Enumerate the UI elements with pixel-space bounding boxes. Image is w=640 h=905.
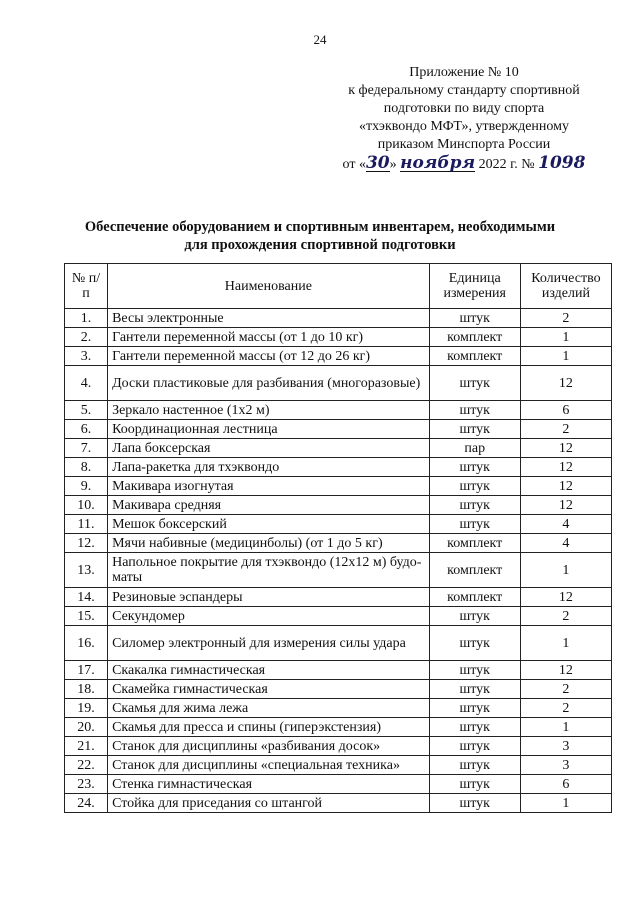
table-row [65, 496, 612, 515]
row-number-cell: 2. [65, 328, 108, 347]
table-row [65, 458, 612, 477]
row-number-cell: 23. [65, 775, 108, 794]
row-number-cell: 22. [65, 756, 108, 775]
table-row [65, 588, 612, 607]
row-number-cell: 8. [65, 458, 108, 477]
item-name-cell: Мешок боксерский [108, 515, 430, 534]
date-mid: » [389, 157, 397, 172]
row-number-cell: 3. [65, 347, 108, 366]
quantity-cell: 12 [520, 661, 611, 680]
unit-cell: комплект [429, 588, 520, 607]
quantity-cell: 1 [520, 626, 611, 661]
item-name-cell: Стенка гимнастическая [108, 775, 430, 794]
table-body [65, 309, 612, 813]
unit-cell: штук [429, 626, 520, 661]
item-name-cell: Гантели переменной массы (от 1 до 10 кг) [108, 328, 430, 347]
unit-cell: комплект [429, 328, 520, 347]
item-name-cell: Секундомер [108, 607, 430, 626]
row-number-cell: 10. [65, 496, 108, 515]
table-row [65, 553, 612, 588]
table-row [65, 699, 612, 718]
item-name-cell: Координационная лестница [108, 420, 430, 439]
unit-cell: штук [429, 420, 520, 439]
unit-cell: штук [429, 756, 520, 775]
item-name-cell: Стойка для приседания со штангой [108, 794, 430, 813]
header-num: № п/п [65, 264, 108, 309]
row-number-cell: 7. [65, 439, 108, 458]
table-row [65, 661, 612, 680]
quantity-cell: 12 [520, 458, 611, 477]
quantity-cell: 6 [520, 401, 611, 420]
table-row [65, 477, 612, 496]
row-number-cell: 9. [65, 477, 108, 496]
quantity-cell: 12 [520, 477, 611, 496]
unit-cell: штук [429, 794, 520, 813]
row-number-cell: 15. [65, 607, 108, 626]
quantity-cell: 2 [520, 420, 611, 439]
unit-cell: штук [429, 661, 520, 680]
item-name-cell: Скамья для жима лежа [108, 699, 430, 718]
row-number-cell: 11. [65, 515, 108, 534]
item-name-cell: Зеркало настенное (1х2 м) [108, 401, 430, 420]
unit-cell: штук [429, 515, 520, 534]
header-qty: Количество изделий [520, 264, 611, 309]
table-row [65, 756, 612, 775]
unit-cell: штук [429, 401, 520, 420]
table-row [65, 439, 612, 458]
item-name-cell: Силомер электронный для измерения силы удара [108, 626, 430, 661]
quantity-cell: 2 [520, 607, 611, 626]
quantity-cell: 1 [520, 718, 611, 737]
document-title [40, 218, 600, 254]
table-row [65, 366, 612, 401]
quantity-cell: 1 [520, 328, 611, 347]
unit-cell: комплект [429, 553, 520, 588]
row-number-cell: 4. [65, 366, 108, 401]
item-name-cell: Станок для дисциплины «специальная техника» [108, 756, 430, 775]
row-number-cell: 17. [65, 661, 108, 680]
table-row [65, 775, 612, 794]
item-name-cell: Лапа-ракетка для тхэквондо [108, 458, 430, 477]
item-name-cell: Макивара изогнутая [108, 477, 430, 496]
table-row [65, 515, 612, 534]
quantity-cell: 6 [520, 775, 611, 794]
unit-cell: штук [429, 309, 520, 328]
page-number: 24 [313, 32, 327, 47]
appendix-line-2: к федеральному стандарту спортивной [348, 83, 580, 98]
unit-cell: штук [429, 737, 520, 756]
unit-cell: штук [429, 477, 520, 496]
table-row [65, 347, 612, 366]
unit-cell: штук [429, 718, 520, 737]
order-number-handwritten: 1098 [538, 153, 586, 173]
quantity-cell: 2 [520, 699, 611, 718]
table-row [65, 328, 612, 347]
table-row [65, 680, 612, 699]
table-row [65, 718, 612, 737]
appendix-line-5: приказом Минспорта России [377, 137, 551, 152]
quantity-cell: 12 [520, 366, 611, 401]
unit-cell: штук [429, 366, 520, 401]
equipment-table [64, 263, 612, 813]
row-number-cell: 24. [65, 794, 108, 813]
table-row [65, 794, 612, 813]
table-row [65, 309, 612, 328]
table-row [65, 401, 612, 420]
item-name-cell: Напольное покрытие для тхэквондо (12х12 м) будо-маты [108, 553, 430, 588]
row-number-cell: 12. [65, 534, 108, 553]
table-row [65, 534, 612, 553]
item-name-cell: Доски пластиковые для разбивания (многоразовые) [108, 366, 430, 401]
row-number-cell: 16. [65, 626, 108, 661]
appendix-line-3: подготовки по виду спорта [383, 101, 545, 116]
date-year: 2022 г. № [478, 157, 535, 172]
appendix-header [324, 64, 604, 174]
row-number-cell: 5. [65, 401, 108, 420]
appendix-line-4: «тхэквондо МФТ», утвержденному [359, 119, 569, 134]
unit-cell: штук [429, 496, 520, 515]
date-month-handwritten: ноября [400, 153, 476, 173]
quantity-cell: 12 [520, 588, 611, 607]
unit-cell: комплект [429, 534, 520, 553]
row-number-cell: 6. [65, 420, 108, 439]
table-row [65, 737, 612, 756]
row-number-cell: 20. [65, 718, 108, 737]
item-name-cell: Лапа боксерская [108, 439, 430, 458]
unit-cell: штук [429, 458, 520, 477]
row-number-cell: 21. [65, 737, 108, 756]
unit-cell: штук [429, 607, 520, 626]
header-name: Наименование [108, 264, 430, 309]
row-number-cell: 13. [65, 553, 108, 588]
item-name-cell: Скамья для пресса и спины (гиперэкстензия) [108, 718, 430, 737]
appendix-date-line [324, 154, 604, 174]
item-name-cell: Весы электронные [108, 309, 430, 328]
item-name-cell: Макивара средняя [108, 496, 430, 515]
table-row [65, 420, 612, 439]
document-title-line-2: для прохождения спортивной подготовки [184, 237, 456, 253]
quantity-cell: 3 [520, 756, 611, 775]
quantity-cell: 12 [520, 496, 611, 515]
row-number-cell: 14. [65, 588, 108, 607]
quantity-cell: 2 [520, 309, 611, 328]
row-number-cell: 1. [65, 309, 108, 328]
date-prefix: от « [342, 157, 366, 172]
item-name-cell: Мячи набивные (медицинболы) (от 1 до 5 кг) [108, 534, 430, 553]
quantity-cell: 12 [520, 439, 611, 458]
row-number-cell: 19. [65, 699, 108, 718]
quantity-cell: 1 [520, 794, 611, 813]
item-name-cell: Скакалка гимнастическая [108, 661, 430, 680]
quantity-cell: 1 [520, 347, 611, 366]
date-day-handwritten: 30 [365, 153, 390, 173]
table-header-row [65, 264, 612, 309]
unit-cell: пар [429, 439, 520, 458]
quantity-cell: 3 [520, 737, 611, 756]
unit-cell: штук [429, 699, 520, 718]
table-row [65, 626, 612, 661]
quantity-cell: 1 [520, 553, 611, 588]
item-name-cell: Гантели переменной массы (от 12 до 26 кг) [108, 347, 430, 366]
row-number-cell: 18. [65, 680, 108, 699]
item-name-cell: Резиновые эспандеры [108, 588, 430, 607]
table-row [65, 607, 612, 626]
item-name-cell: Скамейка гимнастическая [108, 680, 430, 699]
item-name-cell: Станок для дисциплины «разбивания досок» [108, 737, 430, 756]
unit-cell: комплект [429, 347, 520, 366]
header-unit: Единица измерения [429, 264, 520, 309]
unit-cell: штук [429, 775, 520, 794]
quantity-cell: 4 [520, 515, 611, 534]
quantity-cell: 2 [520, 680, 611, 699]
appendix-line-1: Приложение № 10 [409, 65, 519, 80]
unit-cell: штук [429, 680, 520, 699]
quantity-cell: 4 [520, 534, 611, 553]
document-title-line-1: Обеспечение оборудованием и спортивным инвентарем, необходимыми [84, 219, 556, 235]
